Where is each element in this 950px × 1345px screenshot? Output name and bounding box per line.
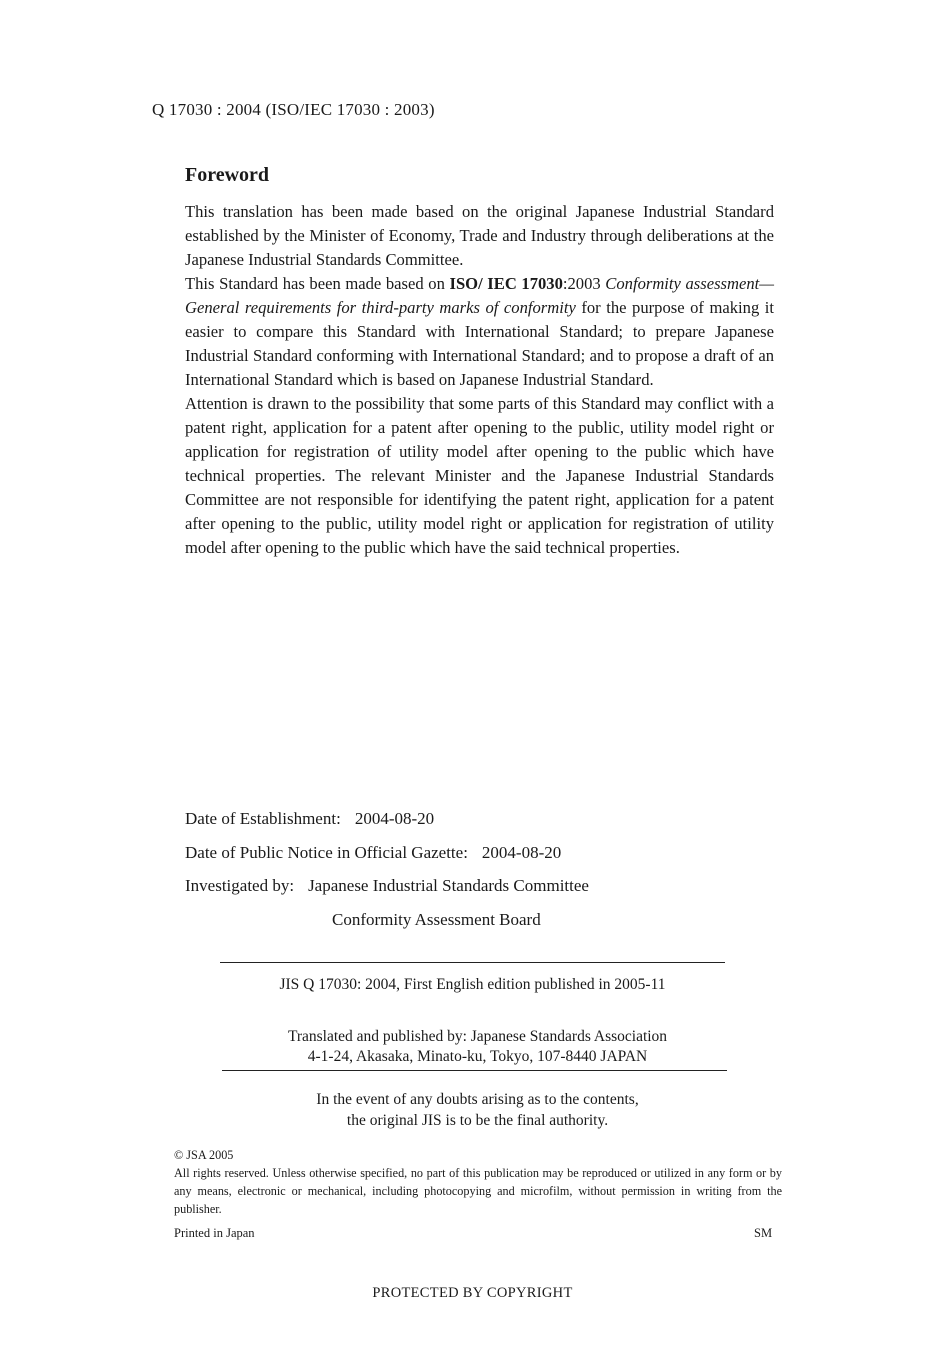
divider-bottom	[222, 1070, 727, 1071]
board-name: Conformity Assessment Board	[332, 909, 541, 929]
authority-line-1: In the event of any doubts arising as to the contents,	[316, 1091, 639, 1108]
establishment-date: 2004-08-20	[354, 809, 435, 828]
publisher-address: 4-1-24, Akasaka, Minato-ku, Tokyo, 107-8440 JAPAN	[307, 1048, 648, 1065]
document-header: Q 17030 : 2004 (ISO/IEC 17030 : 2003)	[152, 100, 435, 119]
divider-top	[220, 962, 725, 963]
establishment-row	[185, 802, 589, 836]
foreword-paragraph-1: This translation has been made based on the original Japanese Industrial Standard established by the Minister of Economy, Trade and Industry through deliberations at the Japanese Industrial Standards Committee.	[185, 202, 774, 269]
p2-rest: for the purpose of making it easier to compare this Standard with International Standard; to prepare Japanese Industrial Standard conforming with International Standard; and to propose a draft of an International Standard which is based on Japanese Industrial Standard.	[185, 298, 774, 389]
public-notice-row	[185, 836, 589, 870]
board-row	[185, 903, 589, 937]
standard-metadata	[185, 802, 589, 936]
investigated-row	[185, 869, 589, 903]
investigated-by: Japanese Industrial Standards Committee	[308, 876, 589, 895]
p2-intro: This Standard has been made based on	[185, 274, 450, 293]
public-notice-label: Date of Public Notice in Official Gazette:	[185, 842, 468, 862]
foreword-title: Foreword	[185, 164, 270, 186]
publisher-block	[220, 1027, 735, 1067]
copyright-notice: © JSA 2005	[174, 1148, 234, 1162]
printed-in: Printed in Japan	[174, 1226, 255, 1240]
publisher-name: Translated and published by: Japanese Standards Association	[287, 1028, 668, 1045]
standard-reference: ISO/ IEC 17030	[449, 274, 563, 293]
foreword-body	[185, 200, 774, 560]
standard-title: Conformity assessment—General requirements for third-party marks of conformity	[185, 274, 774, 317]
establishment-label: Date of Establishment:	[185, 809, 341, 828]
authority-note	[220, 1089, 735, 1131]
authority-line-2: the original JIS is to be the final authority.	[346, 1112, 609, 1129]
edition-line: JIS Q 17030: 2004, First English edition published in 2005-11	[279, 976, 666, 993]
standard-year: :2003	[562, 274, 606, 293]
printer-code: SM	[754, 1226, 773, 1240]
copyright-block	[174, 1146, 782, 1218]
protected-footer: PROTECTED BY COPYRIGHT	[372, 1285, 573, 1301]
rights-statement: All rights reserved. Unless otherwise specified, no part of this publication may be reproduced or utilized in any form or by any means, electronic or mechanical, including photocopying and microfilm, without permission in writing from the publisher.	[174, 1166, 782, 1216]
foreword-paragraph-3: Attention is drawn to the possibility that some parts of this Standard may conflict with a patent right, application for a patent after opening to the public, utility model right or application for registration of utility model after opening to the public which have technical properties. The relevant Minister and the Japanese Industrial Standards Committee are not responsible for identifying the patent right, application for a patent after opening to the public, utility model right or application for registration of utility model after opening to the public which have the said technical properties.	[185, 394, 774, 557]
investigated-label: Investigated by:	[185, 876, 295, 895]
public-notice-date: 2004-08-20	[481, 842, 562, 862]
foreword-paragraph-2	[185, 272, 774, 392]
